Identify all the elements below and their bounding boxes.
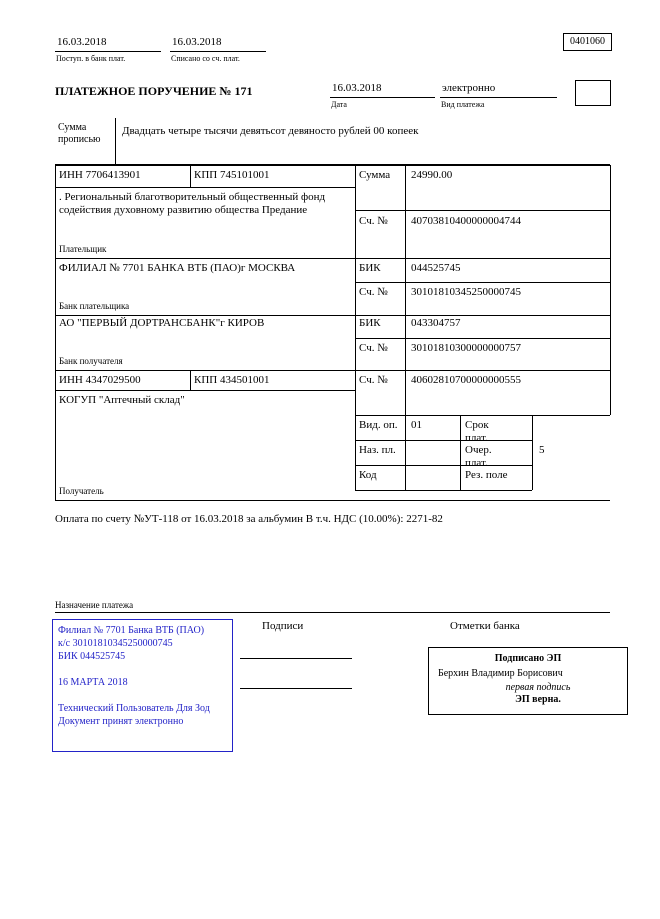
fields-value-divider <box>460 415 461 490</box>
payee-bank-name: АО "ПЕРВЫЙ ДОРТРАНСБАНК"г КИРОВ <box>59 317 265 329</box>
amount-in-words-value: Двадцать четыре тысячи девятьсот девяносто рублей 00 копеек <box>122 125 419 137</box>
blue-stamp-user: Технический Пользователь Для Зод <box>58 703 210 714</box>
priority-value: 5 <box>539 444 545 456</box>
esign-signature-role: первая подпись <box>505 682 571 693</box>
payer-bank-bik-label: БИК <box>359 262 381 274</box>
form-number: 0401060 <box>570 36 605 47</box>
payer-bank-bik-rule <box>355 282 610 283</box>
debited-date-field <box>170 36 266 64</box>
fields-row2-rule <box>355 465 532 466</box>
status-corner-box <box>575 80 611 106</box>
payee-bank-block-rule <box>55 370 610 371</box>
payee-bank-account-label: Сч. № <box>359 342 388 354</box>
payer-bank-block-rule <box>55 315 610 316</box>
bank-marks-title: Отметки банка <box>450 620 520 632</box>
blue-stamp-bank: Филиал № 7701 Банка ВТБ (ПАО) <box>58 625 205 636</box>
payee-label: Получатель <box>59 486 104 496</box>
amount-row-rule <box>355 210 610 211</box>
payer-bank-label: Банк плательщика <box>59 301 130 311</box>
priority-label: Очер. плат. <box>465 444 492 469</box>
esign-signer-name: Берхин Владимир Борисович <box>438 668 563 679</box>
received-date-field <box>55 36 161 64</box>
pay-term-label: Срок плат. <box>465 419 489 444</box>
payee-inn: ИНН 4347029500 <box>59 374 141 386</box>
payer-account-value: 40703810400000004744 <box>411 215 521 227</box>
table-right-rule <box>610 165 611 415</box>
amount-in-words-row <box>55 118 610 165</box>
payee-bank-bik-value: 043304757 <box>411 317 461 329</box>
payee-inn-kpp-divider <box>190 370 191 390</box>
payer-kpp: КПП 745101001 <box>194 169 270 181</box>
payee-account-value: 40602810700000000555 <box>411 374 521 386</box>
payer-inn-kpp-divider <box>190 165 191 187</box>
signature-line-1 <box>240 658 352 659</box>
blue-stamp-corr-account: к/с 30101810345250000745 <box>58 638 173 649</box>
table-bottom-rule <box>55 500 610 501</box>
amount-words-divider <box>115 118 116 165</box>
payee-bank-label: Банк получателя <box>59 356 123 366</box>
amount-value: 24990.00 <box>411 169 453 181</box>
debited-date-value: 16.03.2018 <box>170 36 266 52</box>
received-date-label: Поступ. в банк плат. <box>56 54 126 63</box>
payee-bank-account-value: 30101810300000000757 <box>411 342 521 354</box>
payee-account-label: Сч. № <box>359 374 388 386</box>
payer-block-rule <box>55 258 610 259</box>
code-label: Код <box>359 469 377 481</box>
document-date-field <box>330 82 435 110</box>
fields-right-rule <box>532 415 533 490</box>
document-date-label: Дата <box>331 100 347 109</box>
esign-title: Подписано ЭП <box>494 653 562 664</box>
payer-account-label: Сч. № <box>359 215 388 227</box>
payer-inn: ИНН 7706413901 <box>59 169 141 181</box>
signature-line-2 <box>240 688 352 689</box>
payer-name: . Региональный благотворительный общественный фонд содействия духовному развитию общества Предание <box>59 191 326 216</box>
fields-bottom-rule <box>355 490 532 491</box>
blue-stamp-note: Документ принят электронно <box>58 716 184 727</box>
payment-kind-value: электронно <box>440 82 557 98</box>
signatures-title: Подписи <box>262 620 304 632</box>
esign-verified: ЭП верна. <box>515 694 561 705</box>
reserve-label: Рез. поле <box>465 469 508 481</box>
main-column-divider <box>355 165 356 490</box>
payer-label: Плательщик <box>59 244 107 254</box>
table-left-rule <box>55 165 56 500</box>
form-number-box <box>563 33 612 51</box>
label-column-divider <box>405 165 406 490</box>
payer-bank-account-value: 30101810345250000745 <box>411 286 521 298</box>
payment-kind-label: Вид платежа <box>441 100 485 109</box>
table-top-rule <box>55 165 610 166</box>
document-date-value: 16.03.2018 <box>330 82 435 98</box>
page-title: ПЛАТЕЖНОЕ ПОРУЧЕНИЕ № 171 <box>55 84 253 98</box>
payer-bank-account-label: Сч. № <box>359 286 388 298</box>
payer-bank-name: ФИЛИАЛ № 7701 БАНКА ВТБ (ПАО)г МОСКВА <box>59 262 296 274</box>
op-kind-value: 01 <box>411 419 422 431</box>
amount-in-words-label: Сумма прописью <box>58 122 101 145</box>
blue-stamp-date: 16 МАРТА 2018 <box>58 677 128 688</box>
payee-kpp: КПП 434501001 <box>194 374 270 386</box>
fields-row1-rule <box>355 440 532 441</box>
payer-inn-rule <box>55 187 355 188</box>
requisites-table <box>55 165 610 500</box>
payer-bank-bik-value: 044525745 <box>411 262 461 274</box>
payee-inn-rule <box>55 390 355 391</box>
payee-bank-bik-rule <box>355 338 610 339</box>
purpose-code-label: Наз. пл. <box>359 444 396 456</box>
purpose-text: Оплата по счету №УТ-118 от 16.03.2018 за альбумин В т.ч. НДС (10.00%): 2271-82 <box>55 513 443 525</box>
op-kind-label: Вид. оп. <box>359 419 398 431</box>
payee-name: КОГУП "Аптечный склад" <box>59 394 185 406</box>
received-date-value: 16.03.2018 <box>55 36 161 52</box>
esign-stamp-box <box>428 647 628 715</box>
payee-bank-bik-label: БИК <box>359 317 381 329</box>
payment-kind-field <box>440 82 557 110</box>
purpose-rule <box>55 612 610 613</box>
amount-label: Сумма <box>359 169 391 181</box>
debited-date-label: Списано со сч. плат. <box>171 54 240 63</box>
purpose-label: Назначение платежа <box>55 600 134 610</box>
payee-account-rule <box>355 415 610 416</box>
blue-stamp-bik: БИК 044525745 <box>58 651 126 662</box>
bank-stamp-blue <box>52 619 233 752</box>
